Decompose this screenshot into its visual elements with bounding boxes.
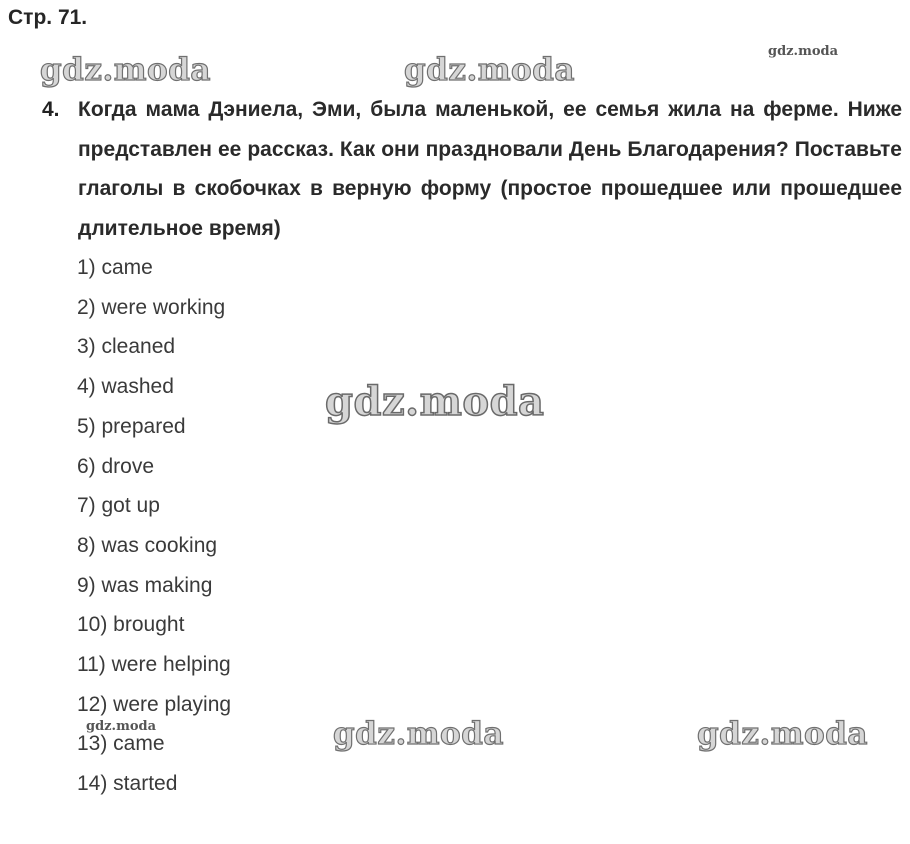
answer-item: 7) got up (77, 494, 160, 518)
watermark-logo: gdz.moda (325, 378, 545, 425)
answer-list (77, 248, 231, 804)
watermark-logo: gdz.moda (404, 52, 575, 88)
answer-item: 4) washed (77, 375, 174, 399)
task-instruction: Когда мама Дэниела, Эми, была маленькой, ее семья жила на ферме. Ниже представлен ее рассказ. Как они праздновали День Благодарения? Поставьте глаголы в скобочках в верную форму (простое прошедшее или прошедшее длительное время) (78, 98, 902, 240)
answer-item: 3) cleaned (77, 335, 176, 359)
answer-item: 2) were working (77, 295, 226, 319)
watermark-logo: gdz.moda (697, 716, 868, 752)
watermark-logo: gdz.moda (333, 716, 504, 752)
task-number: 4. (42, 98, 60, 121)
task-block (42, 90, 902, 248)
watermark-logo: gdz.moda (40, 52, 211, 88)
answer-item: 5) prepared (77, 414, 186, 438)
answer-item: 13) came (77, 732, 165, 756)
page-reference: Стр. 71. (8, 6, 88, 29)
answer-item: 9) was making (77, 573, 213, 597)
answer-item: 1) came (77, 256, 153, 279)
answer-item: 11) were helping (77, 653, 231, 677)
answer-item: 6) drove (77, 454, 155, 478)
answer-item: 12) were playing (77, 692, 232, 716)
answer-item: 8) was cooking (77, 533, 218, 557)
watermark-logo: gdz.moda (768, 44, 839, 59)
watermark-logo: gdz.moda (86, 719, 157, 734)
answer-item: 14) started (77, 772, 178, 796)
answer-item: 10) brought (77, 613, 185, 637)
